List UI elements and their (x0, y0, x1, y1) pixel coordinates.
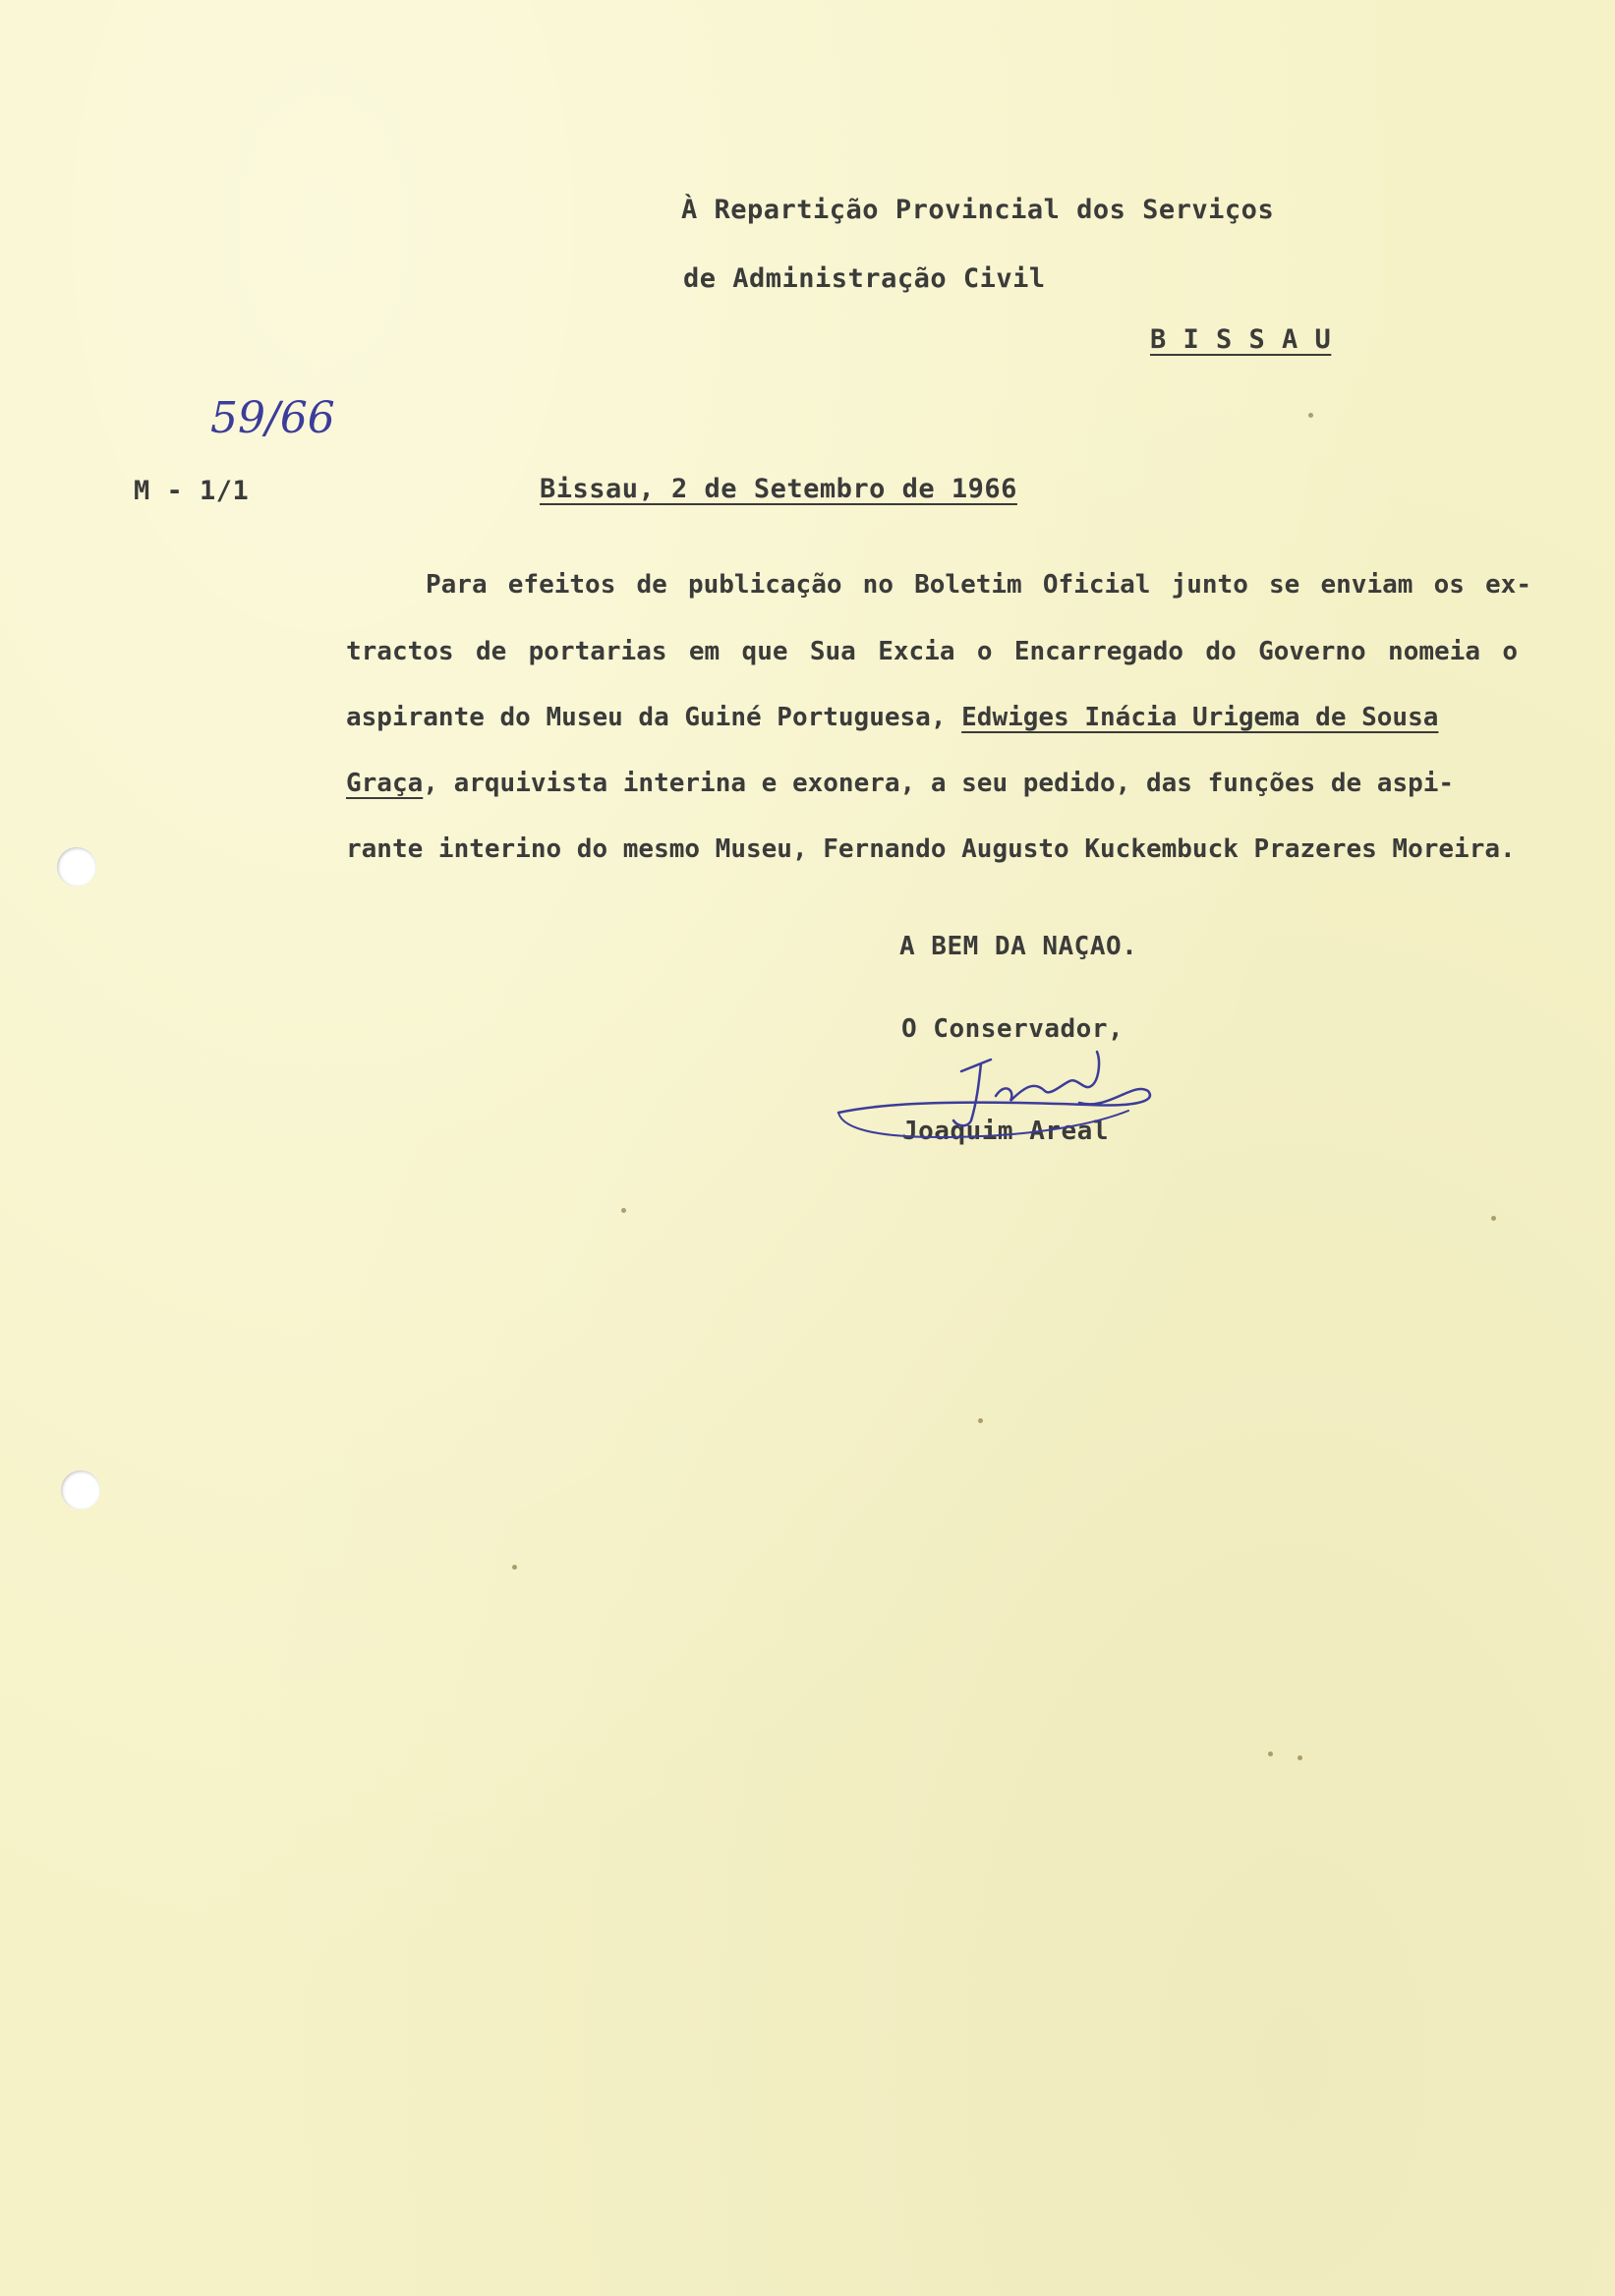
signatory-name: Joaquim Areal (902, 1117, 1109, 1146)
paper-speck (1268, 1751, 1273, 1756)
handwritten-reference-number: 59/66 (210, 393, 335, 443)
body-line-3 (346, 703, 1575, 732)
file-code: M - 1/1 (134, 476, 250, 506)
appointee-name-end: Graça (346, 769, 424, 798)
body-line-5: rante interino do mesmo Museu, Fernando Augusto Kuckembuck Prazeres Moreira. (346, 834, 1516, 864)
appointee-name: Edwiges Inácia Urigema de Sousa (961, 703, 1439, 732)
punch-hole-bottom (61, 1470, 100, 1510)
date-line: Bissau, 2 de Setembro de 1966 (540, 474, 1017, 504)
body-line-2: tractos de portarias em que Sua Excia o Encarregado do Governo nomeia o (346, 637, 1518, 666)
recipient-line-1: À Repartição Provincial dos Serviços (681, 195, 1275, 225)
closing-salutation: A BEM DA NAÇAO. (899, 932, 1138, 961)
paper-speck (1308, 413, 1313, 418)
paper-speck (978, 1418, 983, 1423)
body-line-1: Para efeitos de publicação no Boletim Oficial junto se enviam os ex- (426, 570, 1531, 600)
punch-hole-top (57, 847, 96, 887)
body-line-4 (346, 769, 1575, 798)
paper-speck (1298, 1755, 1302, 1760)
body-line-3-text: aspirante do Museu da Guiné Portuguesa, (346, 703, 962, 732)
paper-speck (512, 1565, 517, 1570)
signature-graphic (834, 1042, 1168, 1150)
body-line-4-text: , arquivista interina e exonera, a seu pedido, das funções de aspi- (423, 769, 1455, 798)
paper-speck (621, 1208, 626, 1213)
closing-role: O Conservador, (901, 1014, 1125, 1044)
recipient-line-2: de Administração Civil (683, 263, 1046, 294)
paper-speck (1491, 1216, 1496, 1221)
recipient-city: B I S S A U (1150, 324, 1332, 355)
